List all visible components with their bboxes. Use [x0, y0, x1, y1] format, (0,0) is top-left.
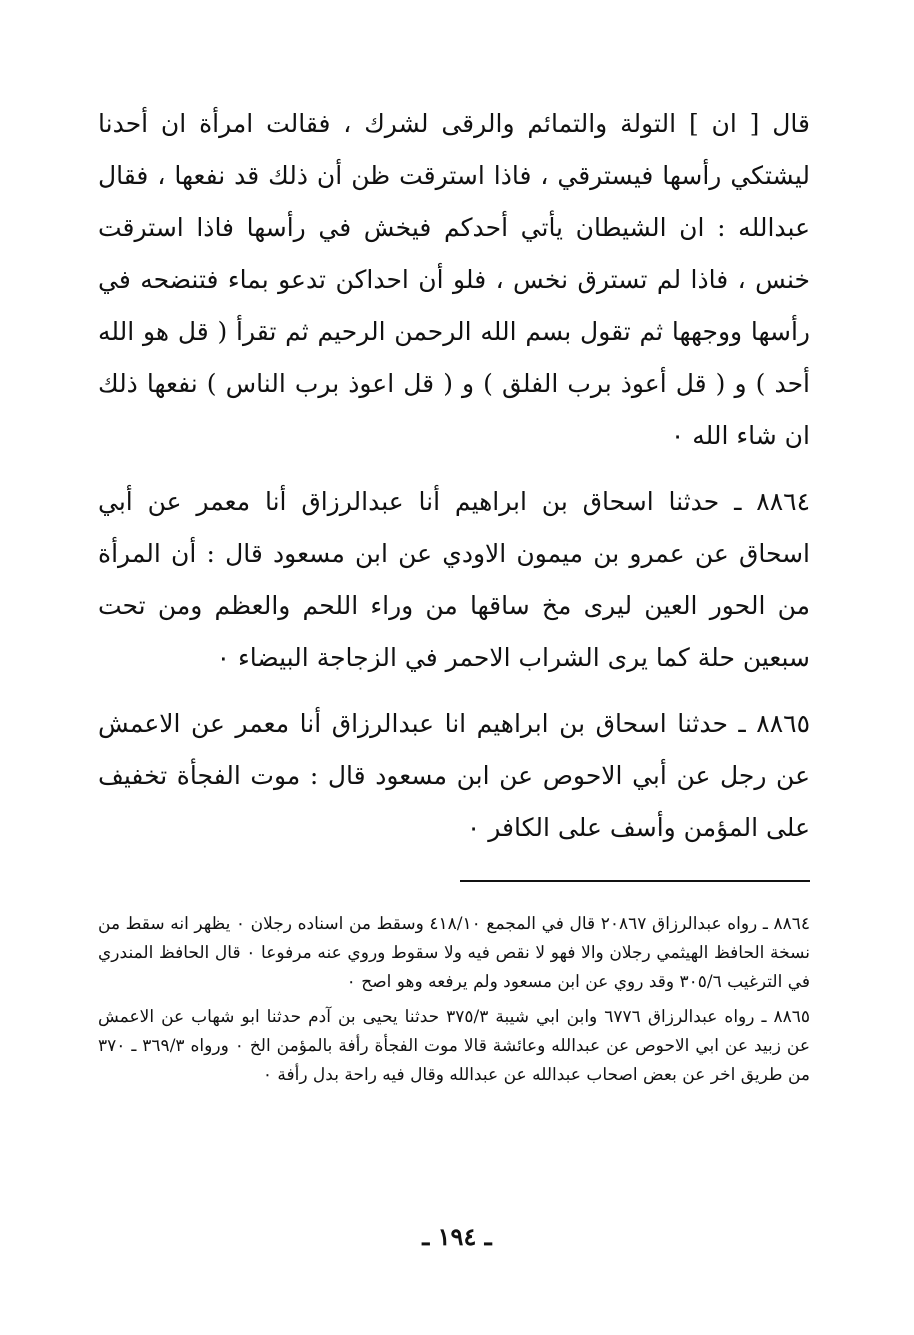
hadith-8864: ٨٨٦٤ ـ حدثنا اسحاق بن ابراهيم أنا عبدالرزاق أنا معمر عن أبي اسحاق عن عمرو بن ميمون الاودي عن ابن مسعود قال : أن المرأة من الحور العين ليرى مخ ساقها من وراء اللحم والعظم ومن تحت سبعين حلة كما يرى الشراب الاحمر في الزجاجة البيضاء ٠ [98, 487, 810, 672]
book-page [98, 98, 810, 1335]
footnotes [98, 910, 810, 1090]
page-number: ـ ١٩٤ ـ [422, 1222, 492, 1251]
footnote-8864: ٨٨٦٤ ـ رواه عبدالرزاق ٢٠٨٦٧ قال في المجمع ٤١٨/١٠ وسقط من اسناده رجلان ٠ يظهر انه سقط من نسخة الحافظ الهيثمي رجلان والا فهو لا نقص فيه ولا سقوط وروي عنه مرفوعا ٠ قال الحافظ المندري في الترغيب ٣٠٥/٦ وقد روي عن ابن مسعود ولم يرفعه وهو اصح ٠ [98, 914, 810, 992]
hadith-8865: ٨٨٦٥ ـ حدثنا اسحاق بن ابراهيم انا عبدالرزاق أنا معمر عن الاعمش عن رجل عن أبي الاحوص عن ابن مسعود قال : موت الفجأة تخفيف على المؤمن وأسف على الكافر ٠ [98, 709, 810, 842]
main-text [98, 98, 810, 854]
footnote-8865: ٨٨٦٥ ـ رواه عبدالرزاق ٦٧٧٦ وابن ابي شيبة ٣٧٥/٣ حدثنا يحيى بن آدم حدثنا ابو شهاب عن الاعمش عن زبيد عن ابي الاحوص عن عبدالله وعائشة قالا موت الفجأة رأفة بالمؤمن الخ ٠ ورواه ٣٦٩/٣ ـ ٣٧٠ من طريق اخر عن بعض اصحاب عبدالله عن عبدالله وقال فيه راحة بدل رأفة ٠ [98, 1007, 810, 1085]
footnote-divider [460, 880, 810, 882]
paragraph-opening: قال [ ان ] التولة والتمائم والرقى لشرك ، فقالت امرأة ان أحدنا ليشتكي رأسها فيسترقي ، فاذا استرقت ظن أن ذلك قد نفعها ، فقال عبدالله : ان الشيطان يأتي أحدكم فيخش في رأسها فاذا استرقت خنس ، فاذا لم تسترق نخس ، فلو أن احداكن تدعو بماء فتنضحه في رأسها ووجهها ثم تقول بسم الله الرحمن الرحيم ثم تقرأ ( قل هو الله أحد ) و ( قل أعوذ برب الفلق ) و ( قل اعوذ برب الناس ) نفعها ذلك ان شاء الله ٠ [98, 109, 810, 450]
